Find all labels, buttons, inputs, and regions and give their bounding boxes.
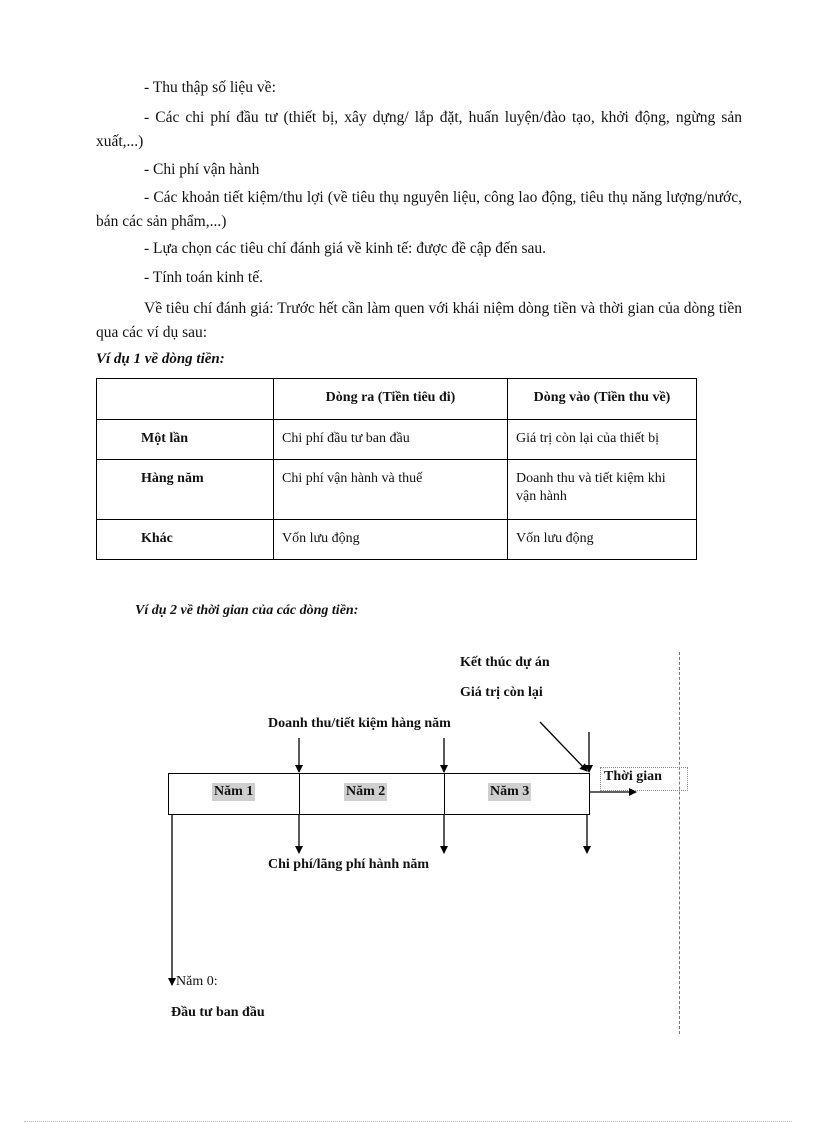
- time-label: Thời gian: [604, 769, 662, 784]
- row-label: Một lần: [97, 420, 274, 460]
- row-label: Hàng năm: [97, 460, 274, 520]
- paragraph-evaluation-criteria: Về tiêu chí đánh giá: Trước hết cần làm quen với khái niệm dòng tiền và thời gian của dòng tiền qua các ví dụ sau:: [96, 300, 742, 341]
- page-footer-line: [24, 1121, 792, 1122]
- year-1-label: Năm 1: [214, 784, 254, 799]
- header-inflow: Dòng vào (Tiền thu về): [508, 379, 697, 420]
- year-0-label: Năm 0:: [176, 974, 218, 989]
- header-outflow: Dòng ra (Tiền tiêu đi): [274, 379, 508, 420]
- paragraph-data-collection: - Thu thập số liệu về:: [144, 79, 276, 96]
- paragraph-savings: - Các khoản tiết kiệm/thu lợi (về tiêu thụ nguyên liệu, công lao động, tiêu thụ năng lượng/nước, bán các sản phẩm,...): [96, 189, 742, 230]
- annual-revenue-label: Doanh thu/tiết kiệm hàng năm: [268, 716, 451, 731]
- example1-heading: Ví dụ 1 về dòng tiền:: [96, 351, 225, 367]
- residual-value-arrow: [540, 722, 587, 771]
- annual-cost-label: Chi phí/lãng phí hành năm: [268, 857, 430, 872]
- row-outflow: Vốn lưu động: [274, 520, 508, 560]
- paragraph-investment-costs: - Các chi phí đầu tư (thiết bị, xây dựng/ lắp đặt, huấn luyện/đào tạo, khởi động, ngừng sản xuất,...): [96, 109, 742, 150]
- row-label: Khác: [97, 520, 274, 560]
- paragraph-economic-calc: - Tính toán kinh tế.: [144, 269, 263, 286]
- example2-heading: Ví dụ 2 về thời gian của các dòng tiền:: [135, 603, 359, 618]
- paragraph-criteria-selection: - Lựa chọn các tiêu chí đánh giá về kinh tế: được đề cập đến sau.: [144, 240, 547, 257]
- project-end-label: Kết thúc dự án: [460, 655, 550, 670]
- row-inflow: Vốn lưu động: [508, 520, 697, 560]
- row-inflow: Doanh thu và tiết kiệm khi vận hành: [508, 460, 697, 520]
- initial-investment-label: Đầu tư ban đầu: [171, 1005, 265, 1020]
- year-3-label: Năm 3: [490, 784, 530, 799]
- paragraph-operating-costs: - Chi phí vận hành: [144, 161, 260, 178]
- row-outflow: Chi phí vận hành và thuế: [274, 460, 508, 520]
- row-inflow: Giá trị còn lại của thiết bị: [508, 420, 697, 460]
- year-2-label: Năm 2: [346, 784, 386, 799]
- residual-value-label: Giá trị còn lại: [460, 685, 543, 700]
- row-outflow: Chi phí đầu tư ban đầu: [274, 420, 508, 460]
